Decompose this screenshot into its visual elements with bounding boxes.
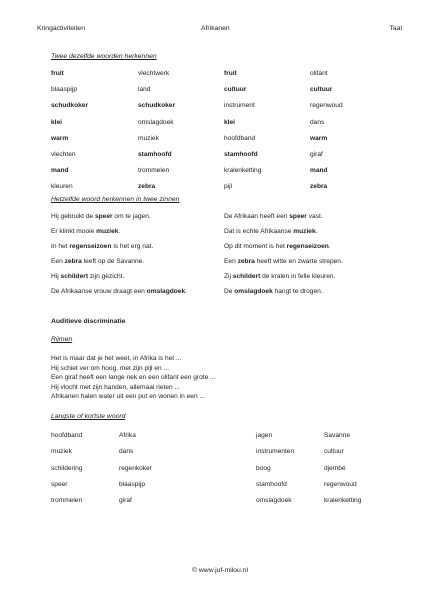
word-cell: fruit [51, 70, 64, 77]
word-row [51, 86, 381, 102]
word-cell: pijl [224, 183, 233, 191]
word-row [51, 465, 391, 481]
word-cell: Savanne [324, 432, 351, 439]
word-cell: trommelen [51, 497, 83, 505]
word-cell: speer [51, 480, 68, 488]
sentence [224, 243, 331, 250]
word-cell: djembé [324, 464, 346, 472]
sentence [224, 258, 343, 265]
word-cell: regenkoker [119, 464, 152, 472]
sentence-text: is het erg nat. [111, 243, 154, 250]
sentence-pair-row [51, 228, 391, 243]
sentence-text: om te jagen. [112, 213, 151, 220]
sentence-text: De [224, 288, 235, 295]
sentence [51, 228, 120, 235]
word-cell: blaaspijp [119, 480, 146, 488]
same-words-table [51, 70, 381, 200]
section-title-same-words: Twee dezelfde woorden herkennen [51, 53, 157, 60]
word-row [51, 481, 391, 497]
sentence-text: . [315, 228, 318, 235]
sentence-keyword: regenseizoen [286, 243, 329, 250]
sentence-text: In het [51, 243, 70, 250]
word-cell: land [138, 86, 151, 94]
sentence-text: Hij [51, 273, 61, 280]
header-subject: Kringactiviteiten [37, 25, 85, 32]
sentence-keyword: omslagdoek [234, 288, 273, 295]
sentence-keyword: schildert [232, 273, 261, 280]
word-cell: regenwoud [310, 102, 343, 110]
word-row [51, 119, 381, 135]
word-cell: boog [256, 464, 271, 472]
sentence-text: Hij gebruikt de [51, 213, 95, 220]
word-cell: muziek [138, 134, 159, 142]
word-cell: vlechten [51, 150, 76, 158]
rhyme-line: Afrikanen halen water uit een put en wonen in een ... [51, 393, 205, 400]
word-cell: mand [51, 167, 69, 175]
word-cell: kleuren [51, 183, 73, 191]
sentence-text: . [118, 228, 121, 235]
word-cell: zebra [138, 183, 156, 191]
footer-copyright: © www.juf-milou.nl [192, 567, 248, 574]
word-cell: cultuur [310, 86, 333, 94]
word-row [51, 151, 381, 167]
sentence-text: Dat is echte Afrikaanse [224, 228, 294, 235]
word-cell: fruit [224, 70, 237, 77]
word-cell: giraf [119, 497, 132, 505]
sentence-text: Een [51, 258, 65, 265]
page-header [37, 25, 402, 35]
sentence-keyword: schildert [60, 273, 89, 280]
sentence-keyword: speer [94, 213, 113, 220]
word-cell: instrumenten [256, 448, 295, 456]
word-cell: dans [310, 118, 325, 126]
word-cell: hoofdband [51, 432, 83, 439]
word-cell: schudkoker [138, 102, 176, 110]
rhyme-line: Hij schiet ver om hoog, met zijn pijl en ... [51, 364, 170, 372]
word-cell: schudkoker [51, 102, 89, 110]
sentence-text: Op dit moment is het [224, 243, 287, 250]
word-cell: Afrika [119, 432, 136, 439]
word-cell: blaaspijp [51, 86, 78, 94]
longest-shortest-table [51, 432, 391, 513]
sentence-text: leeft op de Savanne. [81, 258, 145, 265]
word-cell: olifant [310, 70, 328, 77]
word-cell: mand [310, 167, 328, 175]
word-row [51, 102, 381, 118]
sentence-keyword: muziek [293, 228, 316, 235]
word-row [51, 497, 391, 513]
word-cell: jagen [256, 432, 273, 439]
sentence-text: zijn gezicht. [88, 273, 125, 280]
sentence-pair-row [51, 288, 391, 303]
word-row [51, 448, 391, 464]
sentence [224, 213, 323, 220]
sentence-pair-row [51, 273, 391, 288]
sentence [51, 288, 187, 295]
word-cell: klei [51, 118, 62, 126]
rhyme-line: Een giraf heeft een lange nek en een olifant een grote ... [51, 374, 216, 381]
word-row [51, 432, 391, 448]
header-theme: Afrikanen [201, 25, 230, 32]
word-cell: klei [224, 118, 235, 126]
sentence-keyword: zebra [64, 258, 82, 265]
longest-shortest-title: Langste of kortste woord [51, 413, 126, 420]
sentence-text: . [185, 288, 187, 295]
word-cell: kralenketting [324, 497, 362, 505]
word-cell: warm [51, 134, 69, 142]
sentence-pair-row [51, 243, 391, 258]
sentence [51, 258, 144, 265]
sentence-keyword: zebra [237, 258, 255, 265]
word-cell: vlechtwerk [138, 70, 170, 77]
word-cell: schildering [51, 464, 83, 472]
section-title-auditory: Auditieve discriminatie [51, 318, 126, 325]
word-cell: warm [310, 134, 328, 142]
word-row [51, 70, 381, 86]
word-cell: kralenketting [224, 167, 262, 175]
rhyme-line: Het is maar dat je het weet, in Afrika is het ... [51, 355, 182, 362]
sentence [51, 213, 151, 220]
sentence [224, 273, 335, 280]
word-cell: cultuur [324, 448, 344, 456]
word-cell: giraf [310, 150, 323, 158]
word-row [51, 167, 381, 183]
word-cell: hoofdband [224, 134, 256, 142]
word-cell: dans [119, 448, 134, 456]
sentence-pair-row [51, 213, 391, 228]
sentence [224, 228, 317, 235]
sentence-text: vast. [306, 213, 323, 220]
sentence-text: Er klinkt mooie [51, 228, 97, 235]
sentence-text: de kralen in felle kleuren. [260, 273, 336, 280]
sentence-pairs [51, 213, 391, 303]
rhyme-line: Hij vlocht met zijn handen, allemaal rieten ... [51, 383, 181, 391]
word-cell: instrument [224, 102, 255, 110]
word-cell: trommelen [138, 167, 170, 175]
word-cell: muziek [51, 448, 72, 456]
word-cell: omslagdoek [138, 118, 174, 126]
sentence-keyword: omslagdoek [146, 288, 186, 295]
sentence [51, 273, 124, 280]
sentence-text: heeft witte en zwarte strepen. [254, 258, 343, 265]
sentence-pair-row [51, 258, 391, 273]
word-row [51, 135, 381, 151]
sentence-keyword: speer [289, 213, 307, 220]
sentence-text: Een [224, 258, 238, 265]
sentence [51, 243, 153, 250]
word-cell: regenwoud [324, 480, 357, 488]
word-cell: stamhoofd [224, 150, 258, 158]
word-cell: zebra [310, 183, 328, 191]
sentence-text: De Afrikaanse vrouw draagt een [51, 288, 147, 295]
sentence-text: Zij [224, 273, 233, 280]
sentence-text: De Afrikaan heeft een [224, 213, 290, 220]
sentence-text: . [328, 243, 331, 250]
word-cell: cultuur [224, 86, 247, 94]
header-topic: Taal [389, 25, 402, 32]
word-cell: omslagdoek [256, 497, 292, 505]
word-cell: stamhoofd [256, 480, 287, 488]
sentence-keyword: regenseizoen [69, 243, 112, 250]
sentence-text: hangt te drogen. [272, 288, 323, 295]
sentence [224, 288, 323, 295]
sentence-keyword: muziek [96, 228, 119, 235]
rhymes-title: Rijmen [51, 336, 73, 343]
section-title-same-word-sentences: Hetzelfde woord herkennen in twee zinnen [51, 196, 180, 203]
word-cell: stamhoofd [138, 150, 172, 158]
rhymes-list [51, 355, 216, 403]
